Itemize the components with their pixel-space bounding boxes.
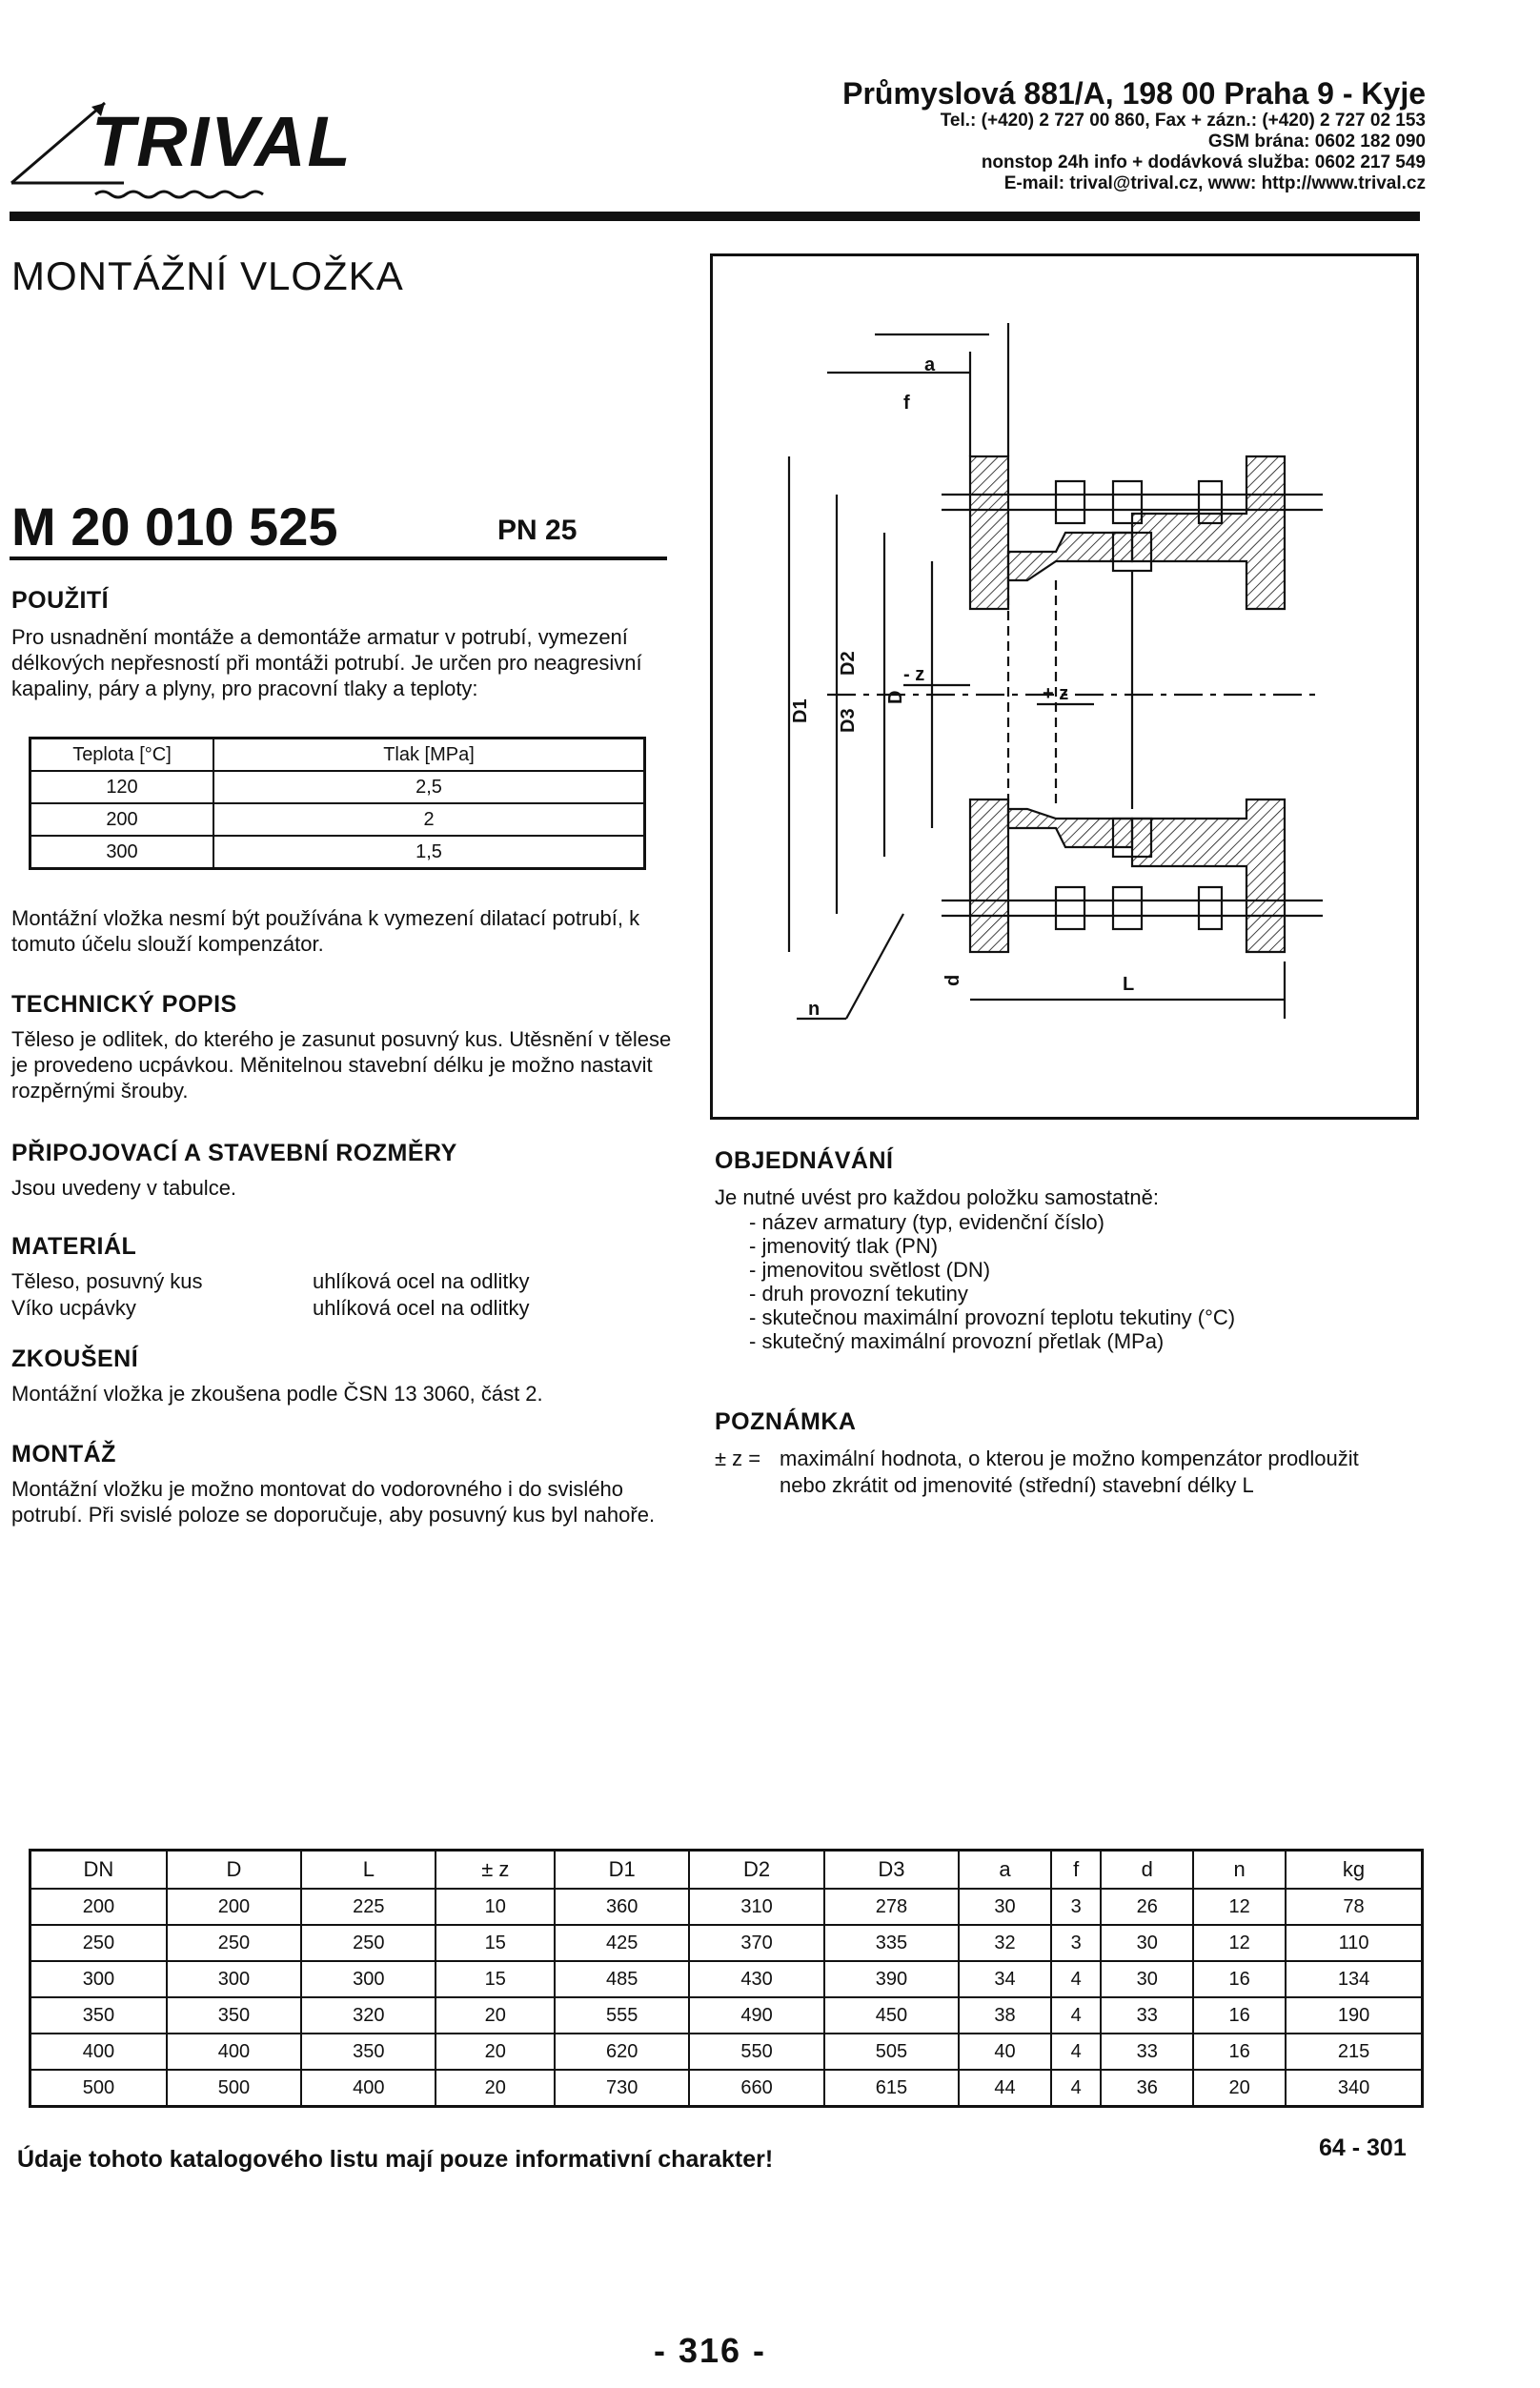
table-cell: 555 [555, 1997, 689, 2034]
table-header: D3 [824, 1851, 959, 1890]
table-cell: 32 [959, 1925, 1051, 1961]
table-header: D1 [555, 1851, 689, 1890]
table-cell: 360 [555, 1889, 689, 1925]
table-cell: 200 [30, 803, 214, 836]
table-header: L [301, 1851, 436, 1890]
table-cell: 10 [436, 1889, 555, 1925]
note-line-1: maximální hodnota, o kterou je možno kompenzátor prodloužit [780, 1447, 1359, 1470]
table-cell: 4 [1051, 1961, 1101, 1997]
table-cell: 300 [30, 836, 214, 869]
table-cell: 16 [1193, 2034, 1286, 2070]
table-cell: 20 [436, 2070, 555, 2107]
list-item: - jmenovitý tlak (PN) [749, 1234, 939, 1258]
dim-label-d2: D2 [838, 651, 859, 676]
section-text: Montážní vložku je možno montovat do vodorovného i do svislého potrubí. Při svislé poloze se doporučuje, aby posuvný kus byl nahoře. [11, 1477, 656, 1527]
table-header: ± z [436, 1851, 555, 1890]
table-cell: 34 [959, 1961, 1051, 1997]
table-cell: 200 [167, 1889, 301, 1925]
temperature-pressure-table [29, 737, 646, 870]
table-cell: 78 [1286, 1889, 1422, 1925]
list-item: - druh provozní tekutiny [749, 1282, 968, 1305]
table-cell: 505 [824, 2034, 959, 2070]
dim-label-l: L [1123, 974, 1135, 995]
table-cell: 110 [1286, 1925, 1422, 1961]
table-cell: 40 [959, 2034, 1051, 2070]
table-header: n [1193, 1851, 1286, 1890]
logo-text: TRIVAL [91, 102, 353, 181]
section-text: Jsou uvedeny v tabulce. [11, 1176, 237, 1200]
table-header: f [1051, 1851, 1101, 1890]
table-cell: 15 [436, 1961, 555, 1997]
table-cell: 12 [1193, 1925, 1286, 1961]
table-cell: 350 [301, 2034, 436, 2070]
product-code: M 20 010 525 [11, 496, 338, 557]
table-cell: 38 [959, 1997, 1051, 2034]
section-heading: MONTÁŽ [11, 1441, 116, 1467]
dim-label-a: a [924, 354, 936, 375]
table-row [30, 1889, 1423, 1925]
table-header: d [1101, 1851, 1193, 1890]
list-item: - skutečný maximální provozní přetlak (MPa) [749, 1329, 1165, 1353]
table-cell: 4 [1051, 2070, 1101, 2107]
section-objednavani [715, 1147, 1439, 1353]
table-row [30, 1925, 1423, 1961]
table-cell: 1,5 [213, 836, 645, 869]
table-cell: 620 [555, 2034, 689, 2070]
table-header: Teplota [°C] [30, 739, 214, 772]
disclaimer: Údaje tohoto katalogového listu mají pouze informativní charakter! [17, 2146, 774, 2173]
table-cell: 12 [1193, 1889, 1286, 1925]
dim-label-d: D [885, 690, 906, 704]
order-requirements-list [715, 1210, 1439, 1353]
table-header: Tlak [MPa] [213, 739, 645, 772]
catalog-reference: 64 - 301 [1319, 2135, 1407, 2161]
page-number: - 316 - [654, 2331, 767, 2370]
header-divider [10, 212, 1420, 221]
table-cell: 370 [689, 1925, 823, 1961]
note-line-2: nebo zkrátit od jmenovité (střední) stavební délky L [780, 1473, 1254, 1497]
section-pouziti [11, 587, 679, 701]
table-header: D2 [689, 1851, 823, 1890]
table-cell: 4 [1051, 1997, 1101, 2034]
table-cell: 425 [555, 1925, 689, 1961]
section-pripojovaci [11, 1140, 679, 1201]
technical-drawing [710, 253, 1419, 1120]
table-cell: 500 [30, 2070, 167, 2107]
table-row [30, 2034, 1423, 2070]
table-cell: 500 [167, 2070, 301, 2107]
email-line: E-mail: trival@trival.cz, www: http://www.trival.cz [1003, 173, 1426, 193]
table-cell: 225 [301, 1889, 436, 1925]
table-cell: 33 [1101, 2034, 1193, 2070]
section-text: Pro usnadnění montáže a demontáže armatur v potrubí, vymezení délkových nepřesností při montáži potrubí. Je určen pro neagresivní kapaliny, páry a plyny, pro pracovní tlaky a teploty: [11, 625, 642, 700]
address-line: Průmyslová 881/A, 198 00 Praha 9 - Kyje [842, 76, 1426, 111]
table-cell: 190 [1286, 1997, 1422, 2034]
dim-label-f: f [903, 393, 910, 414]
table-cell: 3 [1051, 1889, 1101, 1925]
table-cell: 120 [30, 771, 214, 803]
table-cell: 350 [30, 1997, 167, 2034]
section-heading: POUŽITÍ [11, 587, 110, 614]
section-zkouseni [11, 1346, 679, 1406]
table-cell: 320 [301, 1997, 436, 2034]
table-cell: 490 [689, 1997, 823, 2034]
company-address [842, 76, 1426, 194]
section-heading: OBJEDNÁVÁNÍ [715, 1147, 894, 1174]
table-cell: 660 [689, 2070, 823, 2107]
section-text: Je nutné uvést pro každou položku samostatně: [715, 1185, 1159, 1209]
section-montaz [11, 1441, 679, 1528]
section-heading: TECHNICKÝ POPIS [11, 991, 237, 1018]
table-header: DN [30, 1851, 167, 1890]
table-header: a [959, 1851, 1051, 1890]
dimensions-table [29, 1849, 1424, 2108]
section-text: Montážní vložka je zkoušena podle ČSN 13 3060, část 2. [11, 1382, 543, 1406]
usage-note: Montážní vložka nesmí být používána k vymezení dilatací potrubí, k tomuto účelu slouží kompenzátor. [11, 906, 640, 956]
dim-label-n: n [808, 999, 821, 1020]
table-header: kg [1286, 1851, 1422, 1890]
table-cell: 300 [301, 1961, 436, 1997]
dim-label-minus-z: - z [903, 664, 925, 685]
table-cell: 16 [1193, 1961, 1286, 1997]
table-cell: 250 [167, 1925, 301, 1961]
list-item: - název armatury (typ, evidenční číslo) [749, 1210, 1104, 1234]
table-cell: 400 [167, 2034, 301, 2070]
list-item: - skutečnou maximální provozní teplotu tekutiny (°C) [749, 1305, 1236, 1329]
section-heading: MATERIÁL [11, 1233, 137, 1260]
material-value: uhlíková ocel na odlitky [313, 1269, 530, 1293]
table-cell: 250 [301, 1925, 436, 1961]
table-cell: 30 [959, 1889, 1051, 1925]
cross-section-drawing [713, 256, 1416, 1117]
table-cell: 215 [1286, 2034, 1422, 2070]
list-item: - jmenovitou světlost (DN) [749, 1258, 991, 1282]
section-technicky-popis [11, 991, 679, 1103]
table-cell: 2 [213, 803, 645, 836]
table-cell: 278 [824, 1889, 959, 1925]
table-cell: 390 [824, 1961, 959, 1997]
table-cell: 310 [689, 1889, 823, 1925]
gsm-line: GSM brána: 0602 182 090 [1207, 132, 1426, 152]
section-heading: ZKOUŠENÍ [11, 1346, 139, 1372]
section-text: Těleso je odlitek, do kterého je zasunut posuvný kus. Utěsnění v tělese je provedeno ucpávkou. Měnitelnou stavební délku je možno nastavit rozpěrnými šrouby. [11, 1027, 672, 1103]
table-cell: 250 [30, 1925, 167, 1961]
table-cell: 4 [1051, 2034, 1101, 2070]
section-material [11, 1233, 679, 1326]
table-cell: 20 [1193, 2070, 1286, 2107]
section-poznamka [715, 1408, 1439, 1503]
table-cell: 30 [1101, 1925, 1193, 1961]
table-cell: 485 [555, 1961, 689, 1997]
phone-line: Tel.: (+420) 2 727 00 860, Fax + zázn.: (+420) 2 727 02 153 [940, 111, 1426, 131]
table-cell: 2,5 [213, 771, 645, 803]
table-cell: 20 [436, 2034, 555, 2070]
table-cell: 36 [1101, 2070, 1193, 2107]
table-cell: 200 [30, 1889, 167, 1925]
table-cell: 30 [1101, 1961, 1193, 1997]
table-cell: 615 [824, 2070, 959, 2107]
table-cell: 300 [30, 1961, 167, 1997]
table-cell: 26 [1101, 1889, 1193, 1925]
code-underline [10, 557, 667, 560]
table-cell: 400 [30, 2034, 167, 2070]
material-value: uhlíková ocel na odlitky [313, 1296, 530, 1320]
section-heading: PŘIPOJOVACÍ A STAVEBNÍ ROZMĚRY [11, 1140, 457, 1166]
dim-label-small-d: d [942, 974, 963, 986]
table-cell: 134 [1286, 1961, 1422, 1997]
table-cell: 20 [436, 1997, 555, 2034]
table-cell: 450 [824, 1997, 959, 2034]
table-cell: 550 [689, 2034, 823, 2070]
table-cell: 430 [689, 1961, 823, 1997]
table-row [30, 1997, 1423, 2034]
table-cell: 340 [1286, 2070, 1422, 2107]
table-header: D [167, 1851, 301, 1890]
material-part: Víko ucpávky [11, 1296, 136, 1320]
table-cell: 335 [824, 1925, 959, 1961]
table-cell: 350 [167, 1997, 301, 2034]
dim-label-plus-z: + z [1043, 683, 1069, 704]
table-cell: 44 [959, 2070, 1051, 2107]
page-title: MONTÁŽNÍ VLOŽKA [11, 253, 404, 298]
pressure-nominal: PN 25 [497, 515, 578, 546]
table-cell: 730 [555, 2070, 689, 2107]
z-symbol: ± z = [715, 1447, 761, 1470]
nonstop-line: nonstop 24h info + dodávková služba: 0602 217 549 [981, 152, 1426, 172]
table-row [30, 1961, 1423, 1997]
table-cell: 400 [301, 2070, 436, 2107]
section-heading: POZNÁMKA [715, 1408, 857, 1435]
table-cell: 33 [1101, 1997, 1193, 2034]
table-row [30, 2070, 1423, 2107]
table-cell: 16 [1193, 1997, 1286, 2034]
table-cell: 15 [436, 1925, 555, 1961]
material-part: Těleso, posuvný kus [11, 1269, 203, 1293]
trival-logo [10, 91, 353, 206]
dim-label-d1: D1 [790, 698, 811, 723]
table-cell: 3 [1051, 1925, 1101, 1961]
dim-label-d3: D3 [838, 708, 859, 733]
table-cell: 300 [167, 1961, 301, 1997]
